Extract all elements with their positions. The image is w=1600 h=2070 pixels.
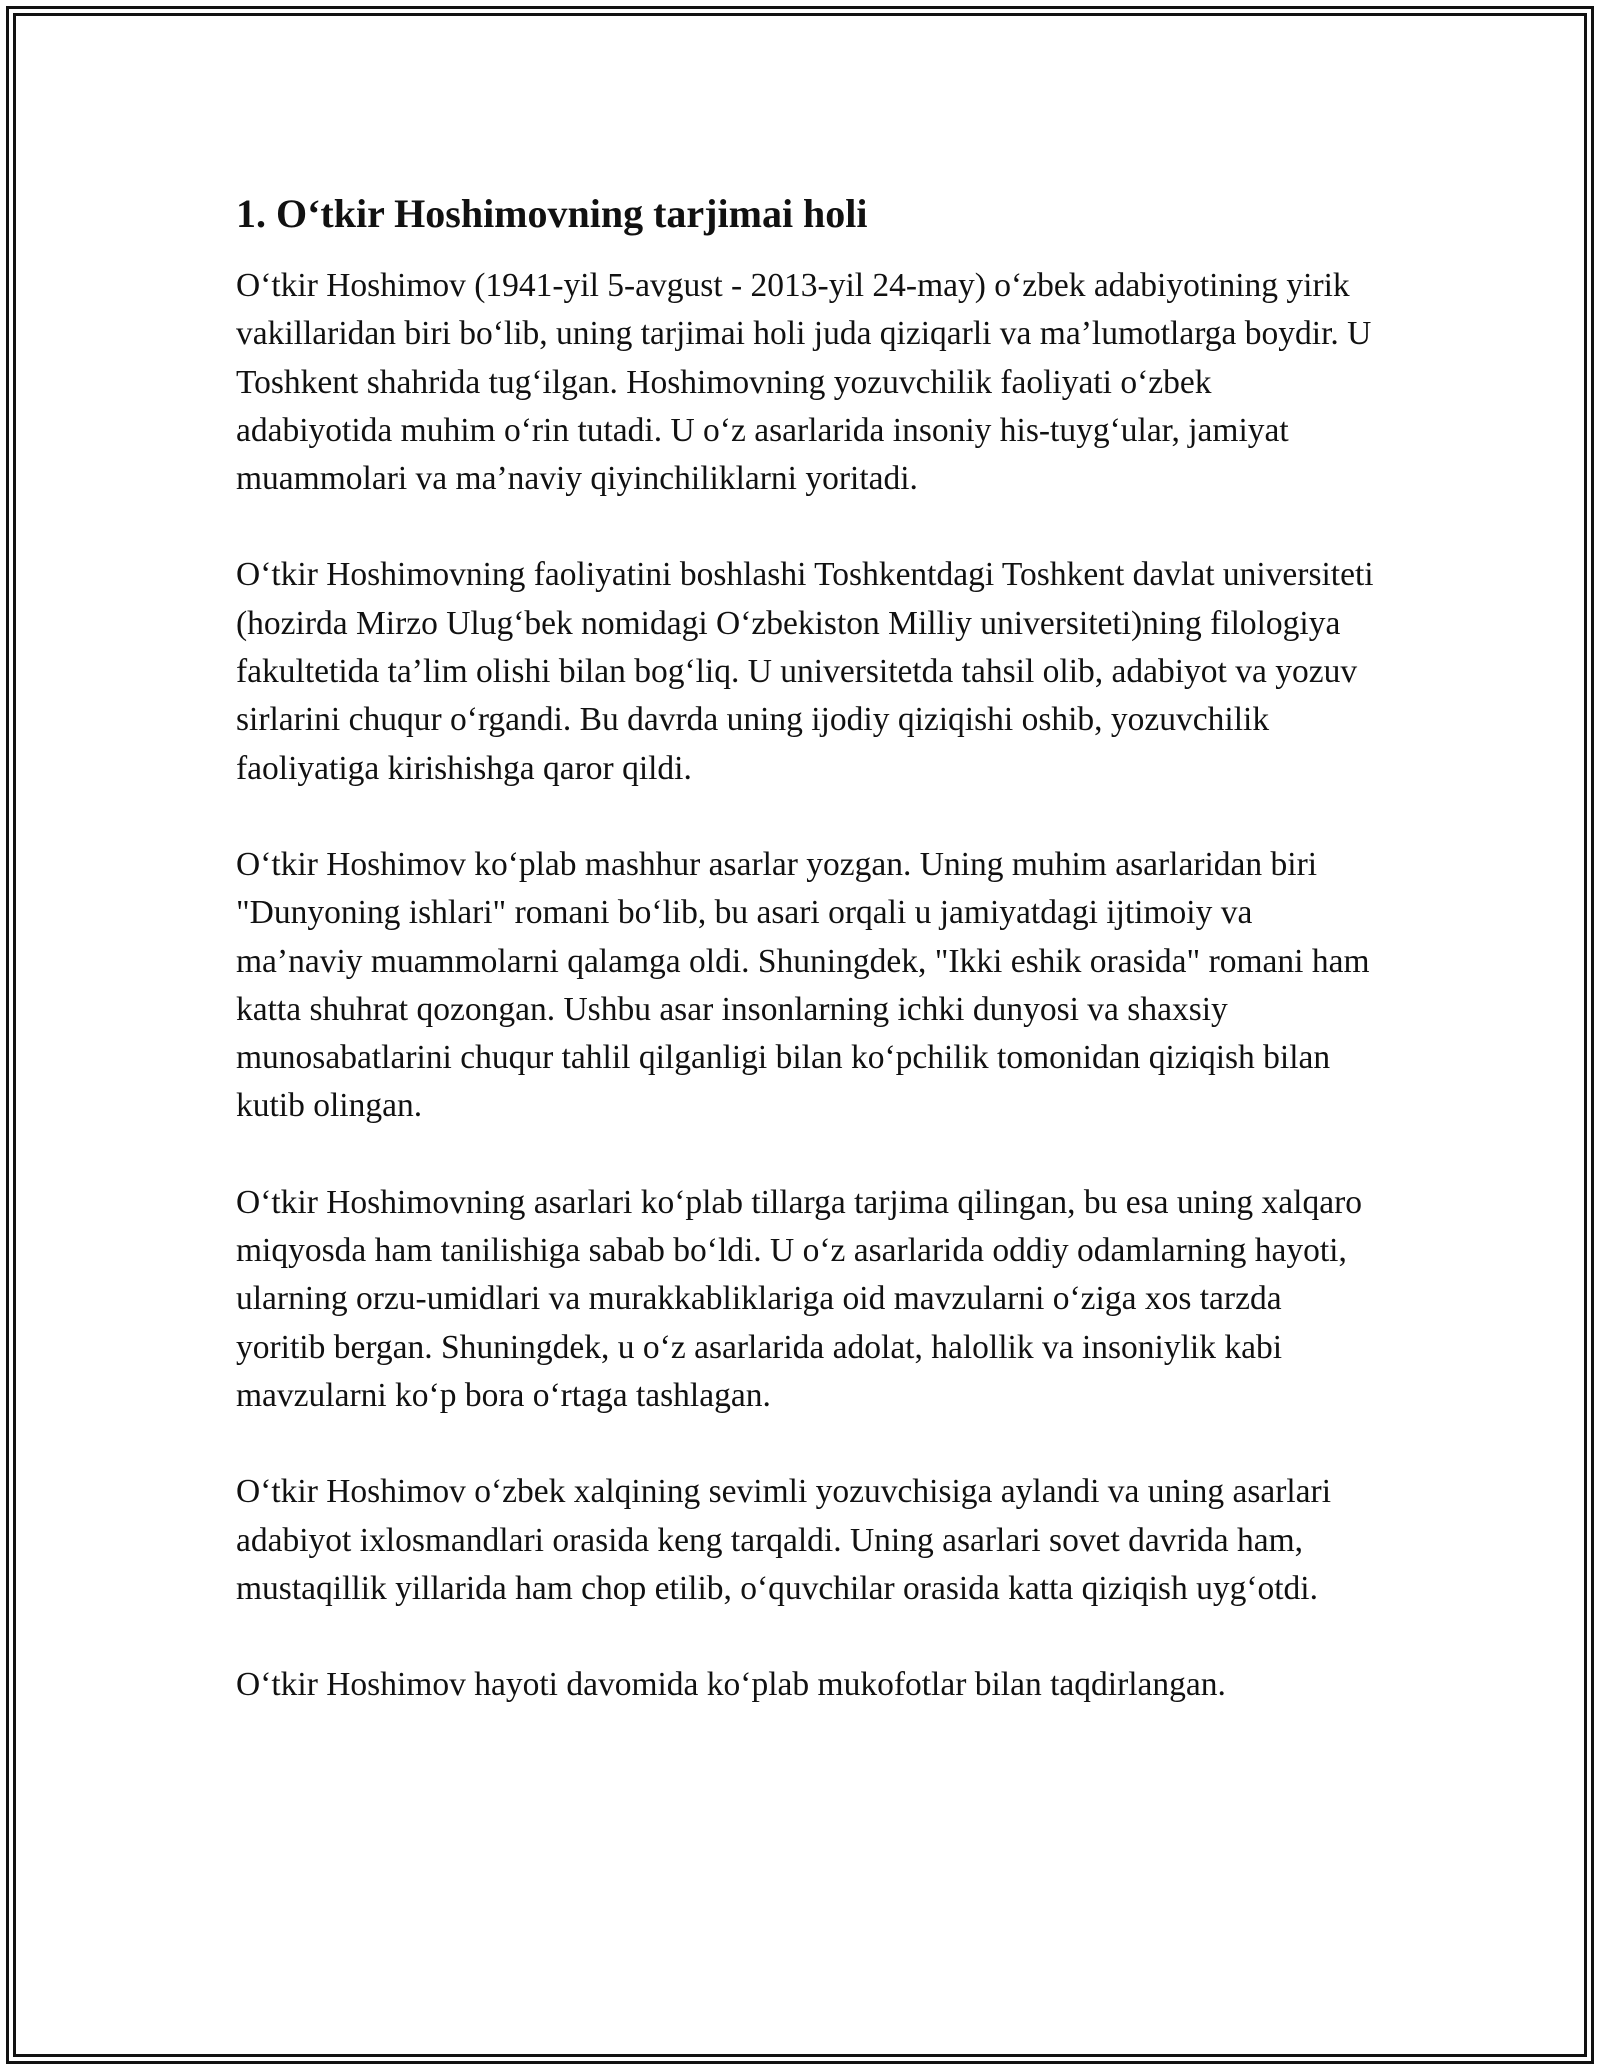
paragraph-popularity: O‘tkir Hoshimov o‘zbek xalqining sevimli yozuvchisiga aylandi va uning asarlari adabiyot ixlosmandlari orasida keng tarqaldi. Uning asarlari sovet davrida ham, mustaqillik yillarida ham chop etilib, o‘quvchilar orasida katta qiziqish uyg‘otdi. xyxy=(236,1473,1332,1607)
paragraph-intro: O‘tkir Hoshimov (1941-yil 5-avgust - 2013-yil 24-may) o‘zbek adabiyotining yirik vakillaridan biri bo‘lib, uning tarjimai holi juda qiziqarli va ma’lumotlarga boydir. U Toshkent shahrida tug‘ilgan. Hoshimovning yozuvchilik faoliyati o‘zbek adabiyotida muhim o‘rin tutadi. U o‘z asarlarida insoniy his-tuyg‘ular, jamiyat muammolari va ma’naviy qiyinchiliklarni yoritadi. xyxy=(236,267,1372,498)
section-heading: 1. O‘tkir Hoshimovning tarjimai holi xyxy=(236,191,868,236)
paragraph-works: O‘tkir Hoshimov ko‘plab mashhur asarlar yozgan. Uning muhim asarlaridan biri "Dunyoning ishlari" romani bo‘lib, bu asari orqali u jamiyatdagi ijtimoiy va ma’naviy muammolarni qalamga oldi. Shuningdek, "Ikki eshik orasida" romani ham katta shuhrat qozongan. Ushbu asar insonlarning ichki dunyosi va shaxsiy munosabatlarini chuqur tahlil qilganligi bilan ko‘pchilik tomonidan qiziqish bilan kutib olingan. xyxy=(236,845,1370,1125)
document-body xyxy=(236,188,1376,1757)
paragraph-translations: O‘tkir Hoshimovning asarlari ko‘plab tillarga tarjima qilingan, bu esa uning xalqaro miqyosda ham tanilishiga sabab bo‘ldi. U o‘z asarlarida oddiy odamlarning hayoti, ularning orzu-umidlari va murakkabliklariga oid mavzularni o‘ziga xos tarzda yoritib bergan. Shuningdek, u o‘z asarlarida adolat, halollik va insoniylik kabi mavzularni ko‘p bora o‘rtaga tashlagan. xyxy=(236,1183,1363,1414)
paragraph-awards: O‘tkir Hoshimov hayoti davomida ko‘plab mukofotlar bilan taqdirlangan. xyxy=(236,1666,1226,1704)
paragraph-education: O‘tkir Hoshimovning faoliyatini boshlashi Toshkentdagi Toshkent davlat universiteti (hozirda Mirzo Ulug‘bek nomidagi O‘zbekiston Milliy universiteti)ning filologiya fakultetida ta’lim olishi bilan bog‘liq. U universitetda tahsil olib, adabiyot va yozuv sirlarini chuqur o‘rgandi. Bu davrda uning ijodiy qiziqishi oshib, yozuvchilik faoliyatiga kirishishga qaror qildi. xyxy=(236,556,1374,787)
